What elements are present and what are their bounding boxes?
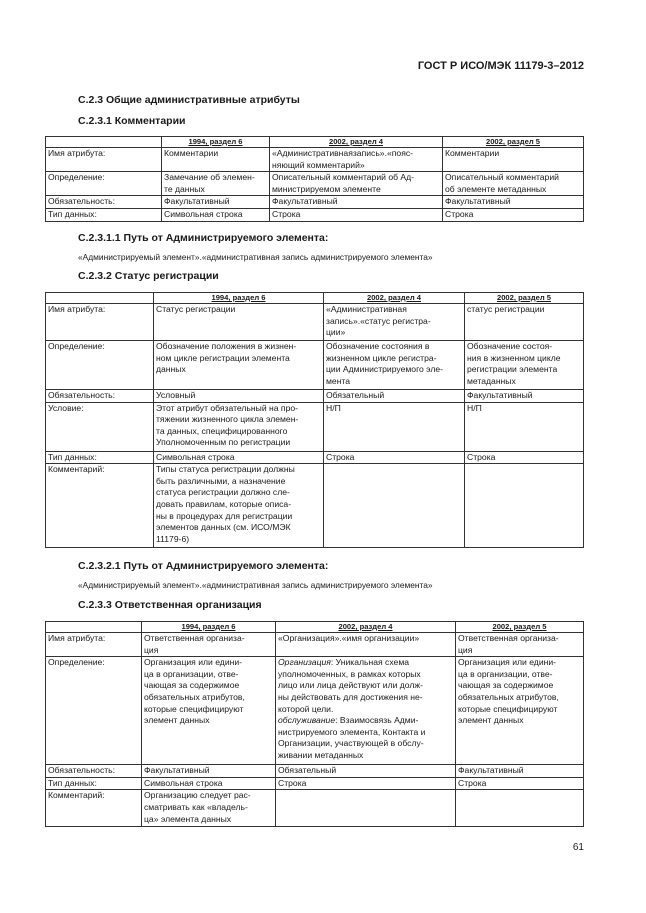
- column-header: 2002, раздел 5: [443, 137, 584, 148]
- attribute-label: Обязательность:: [46, 390, 154, 403]
- cell: Описательный комментарий об элементе метаданных: [443, 172, 584, 196]
- cell: Типы статуса регистрации должны быть различными, а назначение статуса регистрации должно сле- довать правилам, которые описа- ны в процедурах для регистрации элементов данных (см. ИСО/МЭК 11179-6): [154, 464, 324, 548]
- cell: Строка: [276, 777, 456, 790]
- attribute-label: Имя атрибута:: [46, 633, 142, 657]
- section-heading: С.2.3.2 Статус регистрации: [78, 270, 219, 282]
- attribute-label: Тип данных:: [46, 208, 162, 221]
- cell: Обозначение состоя- ния в жизненном цикле регистрации элемента метаданных: [465, 341, 584, 390]
- cell: Этот атрибут обязательный на про- тяжении жизненного цикла элемен- та данных, специфицированного Уполномоченным по регистрации: [154, 402, 324, 451]
- cell: Условный: [154, 390, 324, 403]
- attribute-label: Имя атрибута:: [46, 304, 154, 341]
- cell: Организация или едини- ца в организации, отве- чающая за содержимое обязательных атрибутов, которые специфицируют элемент данных: [456, 657, 584, 765]
- cell: Обозначение состояния в жизненном цикле регистра- ции Администрируемого эле- мента: [324, 341, 465, 390]
- cell: Символьная строка: [142, 777, 276, 790]
- cell: Строка: [465, 451, 584, 464]
- attribute-label: Имя атрибута:: [46, 148, 162, 172]
- section-heading: С.2.3.3 Ответственная организация: [78, 599, 262, 611]
- term: Организация: [278, 657, 331, 668]
- section-heading: С.2.3.2.1 Путь от Администрируемого элемента:: [78, 560, 329, 572]
- cell: Факультативный: [142, 765, 276, 778]
- cell: «Административная запись».«статус регистра- ции»: [324, 304, 465, 341]
- path-text: «Администрируемый элемент».«административная запись администрируемого элемента»: [78, 252, 433, 262]
- cell: Н/П: [465, 402, 584, 451]
- column-header: [46, 293, 154, 304]
- cell: [456, 790, 584, 827]
- attribute-label: Комментарий:: [46, 464, 154, 548]
- cell: Ответственная организа- ция: [456, 633, 584, 657]
- comments-table: [45, 136, 584, 222]
- cell: Факультативный: [443, 196, 584, 209]
- cell: Комментарии: [162, 148, 270, 172]
- cell: Факультативный: [456, 765, 584, 778]
- term: обслуживание: [278, 715, 336, 726]
- cell: [324, 464, 465, 548]
- cell: [276, 790, 456, 827]
- cell: [465, 464, 584, 548]
- column-header: 2002, раздел 5: [456, 622, 584, 633]
- section-heading: С.2.3.1.1 Путь от Администрируемого элемента:: [78, 232, 329, 244]
- cell: Строка: [324, 451, 465, 464]
- cell: Организацию следует рас- сматривать как «владель- ца» элемента данных: [142, 790, 276, 827]
- cell: Символьная строка: [162, 208, 270, 221]
- cell: Символьная строка: [154, 451, 324, 464]
- definition-text: : Взаимосвязь Адми- нистрируемого элемента, Контакта и Организации, участвующей в обслу- живании метаданных: [278, 715, 426, 760]
- page-number: 61: [572, 842, 584, 853]
- cell: Организация или едини- ца в организации, отве- чающая за содержимое обязательных атрибутов, которые специфицируют элемент данных: [142, 657, 276, 765]
- definition-text: : Уникальная схема уполномоченных, в рамках которых лицо или лица действуют или долж- ны действовать для достижения не- которой цели.: [278, 657, 424, 714]
- attribute-label: Комментарий:: [46, 790, 142, 827]
- column-header: 2002, раздел 4: [324, 293, 465, 304]
- cell: Факультативный: [270, 196, 443, 209]
- attribute-label: Обязательность:: [46, 765, 142, 778]
- section-heading: С.2.3 Общие административные атрибуты: [78, 94, 300, 106]
- cell: Обязательный: [276, 765, 456, 778]
- attribute-label: Тип данных:: [46, 451, 154, 464]
- column-header: 1994, раздел 6: [142, 622, 276, 633]
- cell: Описательный комментарий об Ад- министрируемом элементе: [270, 172, 443, 196]
- cell: Замечание об элемен- те данных: [162, 172, 270, 196]
- attribute-label: Определение:: [46, 657, 142, 765]
- cell: Строка: [456, 777, 584, 790]
- cell: Н/П: [324, 402, 465, 451]
- cell: Обозначение положения в жизнен- ном цикле регистрации элемента данных: [154, 341, 324, 390]
- cell: Строка: [270, 208, 443, 221]
- cell-definition-2002-4: [276, 657, 456, 765]
- cell: «Административнаязапись».«пояс- няющий комментарий»: [270, 148, 443, 172]
- document-header: ГОСТ Р ИСО/МЭК 11179-3–2012: [417, 60, 584, 72]
- column-header: 1994, раздел 6: [154, 293, 324, 304]
- attribute-label: Обязательность:: [46, 196, 162, 209]
- column-header: 1994, раздел 6: [162, 137, 270, 148]
- column-header: [46, 137, 162, 148]
- responsible-organization-table: [45, 621, 584, 827]
- cell: Факультативный: [162, 196, 270, 209]
- cell: Статус регистрации: [154, 304, 324, 341]
- cell: Ответственная организа- ция: [142, 633, 276, 657]
- cell: Комментарии: [443, 148, 584, 172]
- cell: «Организация».«имя организации»: [276, 633, 456, 657]
- column-header: 2002, раздел 5: [465, 293, 584, 304]
- attribute-label: Условие:: [46, 402, 154, 451]
- path-text: «Администрируемый элемент».«административная запись администрируемого элемента»: [78, 580, 433, 590]
- cell: Обязательный: [324, 390, 465, 403]
- cell: статус регистрации: [465, 304, 584, 341]
- attribute-label: Определение:: [46, 172, 162, 196]
- cell: Строка: [443, 208, 584, 221]
- column-header: 2002, раздел 4: [276, 622, 456, 633]
- section-heading: С.2.3.1 Комментарии: [78, 115, 186, 127]
- column-header: 2002, раздел 4: [270, 137, 443, 148]
- registration-status-table: [45, 292, 584, 548]
- column-header: [46, 622, 142, 633]
- attribute-label: Определение:: [46, 341, 154, 390]
- cell: Факультативный: [465, 390, 584, 403]
- attribute-label: Тип данных:: [46, 777, 142, 790]
